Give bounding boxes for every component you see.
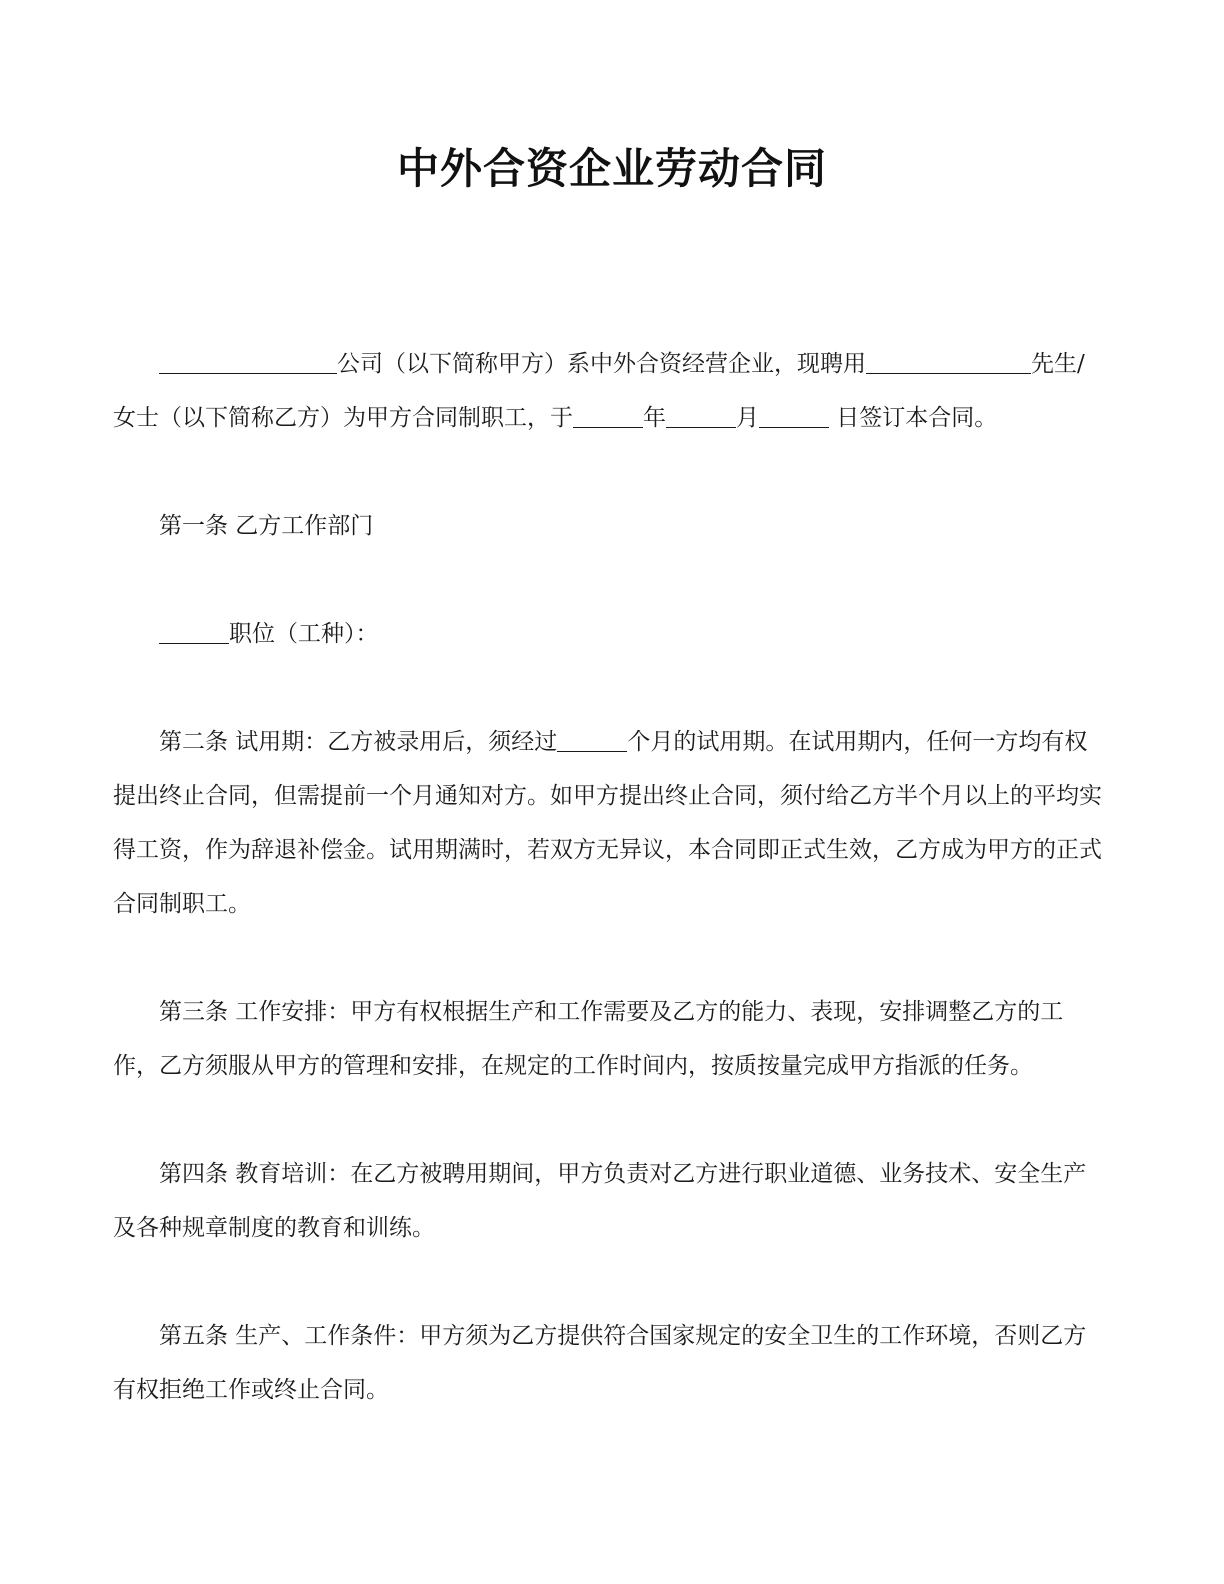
position-line — [113, 607, 1103, 661]
day-blank — [759, 401, 829, 428]
intro-text-3: 年 — [643, 405, 666, 431]
intro-text-2: 先生/女士（以下简称乙方）为甲方合同制职工，于 — [113, 351, 1085, 431]
year-blank — [573, 401, 643, 428]
month-blank — [666, 401, 736, 428]
intro-text-1: 公司（以下简称甲方）系中外合资经营企业，现聘用 — [337, 351, 866, 377]
article-1-heading: 第一条 乙方工作部门 — [159, 513, 374, 539]
position-label: 职位（工种）： — [229, 621, 379, 647]
article-5: 第五条 生产、工作条件：甲方须为乙方提供符合国家规定的安全卫生的工作环境，否则乙方有权拒绝工作或终止合同。 — [113, 1323, 1087, 1403]
document-title: 中外合资企业劳动合同 — [396, 144, 827, 193]
company-name-blank — [159, 347, 337, 374]
intro-text-4: 月 — [736, 405, 759, 431]
intro-paragraph — [113, 337, 1103, 445]
article-1 — [113, 499, 1103, 553]
article-3: 第三条 工作安排：甲方有权根据生产和工作需要及乙方的能力、表现，安排调整乙方的工作，乙方须服从甲方的管理和安排，在规定的工作时间内，按质按量完成甲方指派的任务。 — [113, 999, 1064, 1079]
article-2-text-1: 第二条 试用期：乙方被录用后，须经过 — [159, 729, 558, 755]
employee-name-blank — [866, 347, 1031, 374]
position-blank — [159, 617, 229, 644]
article-4: 第四条 教育培训：在乙方被聘用期间，甲方负责对乙方进行职业道德、业务技术、安全生产及各种规章制度的教育和训练。 — [113, 1161, 1087, 1241]
probation-months-blank — [557, 725, 627, 752]
intro-text-5: 日签订本合同。 — [829, 405, 998, 431]
article-2-text-2: 个月的试用期。在试用期内，任何一方均有权提出终止合同，但需提前一个月通知对方。如甲方提出终止合同，须付给乙方半个月以上的平均实得工资，作为辞退补偿金。试用期满时，若双方无异议，本合同即正式生效，乙方成为甲方的正式合同制职工。 — [113, 729, 1102, 917]
article-2 — [113, 715, 1103, 931]
